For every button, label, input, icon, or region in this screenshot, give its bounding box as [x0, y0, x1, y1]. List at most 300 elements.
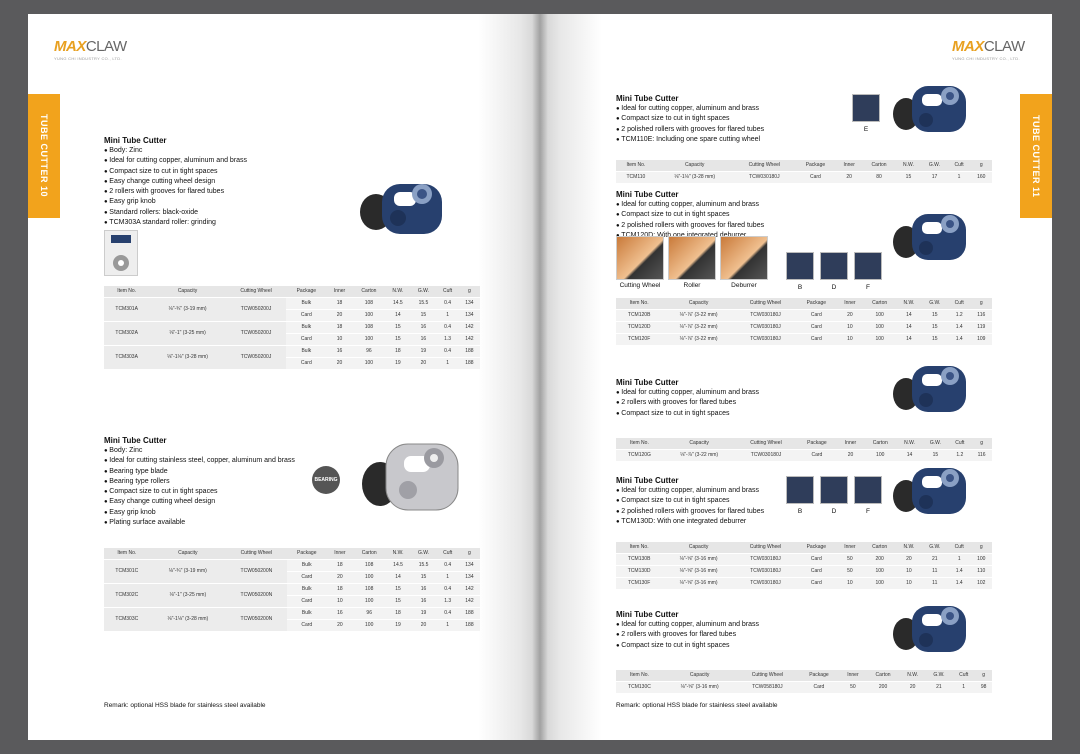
column-header: Inner — [837, 298, 864, 309]
logo-max-text: MAX — [952, 38, 984, 55]
feature-item: ● TCM130D: With one integrated deburrer — [616, 517, 764, 527]
table-cell: 20 — [837, 449, 864, 461]
table-header-row — [616, 160, 992, 171]
table-cell: 1.4 — [948, 565, 971, 577]
table-cell: 14.5 — [385, 297, 410, 309]
column-header: Cutting Wheel — [735, 298, 796, 309]
product-block — [616, 378, 759, 419]
knob-variant-thumb-icon — [854, 476, 882, 504]
section-tab-right: TUBE CUTTER 11 — [1020, 94, 1052, 218]
table-cell: 15 — [922, 321, 948, 333]
product-title: Mini Tube Cutter — [616, 476, 679, 485]
feature-photo-icon — [720, 236, 768, 280]
table-cell: 17 — [921, 171, 947, 183]
column-header: N.W. — [896, 542, 922, 553]
column-header: g — [971, 542, 992, 553]
table-row — [104, 297, 480, 309]
remark-text: Remark: optional HSS blade for stainless steel available — [616, 702, 778, 709]
table-cell: 0.4 — [436, 607, 458, 619]
table-cell: ⅛"-⅞" (3-22 mm) — [662, 321, 735, 333]
column-header: Cuft — [948, 298, 971, 309]
column-header: Cutting Wheel — [735, 542, 796, 553]
tube-cutter-blue-icon — [892, 74, 972, 140]
table-header-row — [616, 438, 992, 449]
brand-logo — [952, 38, 1025, 61]
table-cell: 80 — [863, 171, 896, 183]
table-cell: 1 — [436, 357, 459, 369]
brand-logo — [54, 38, 127, 61]
table-cell: Card — [798, 681, 839, 693]
capacity: ⅛"-¾" (3-19 mm) — [149, 297, 226, 321]
table-cell: 108 — [353, 297, 385, 309]
table-cell: 10 — [896, 577, 922, 589]
table-cell: 15 — [385, 583, 410, 595]
feature-item: ● Compact size to cut in tight spaces — [616, 210, 764, 220]
table-cell: 142 — [459, 583, 480, 595]
table-cell: Card — [796, 577, 837, 589]
feature-item: ● Compact size to cut in tight spaces — [616, 496, 764, 506]
column-header: Capacity — [662, 298, 735, 309]
table-cell: Card — [796, 565, 837, 577]
column-header: Inner — [326, 286, 352, 297]
column-header: Carton — [353, 548, 385, 559]
table-cell: 10 — [327, 595, 353, 607]
spec-table — [616, 298, 992, 345]
table-cell: 200 — [866, 681, 899, 693]
product-block — [616, 190, 764, 241]
column-header: G.W. — [922, 438, 948, 449]
feature-item: ● Ideal for cutting copper, aluminum and brass — [104, 156, 247, 166]
variant-label: F — [866, 284, 870, 291]
feature-item: ● Ideal for cutting copper, aluminum and brass — [616, 388, 759, 398]
knob-variant-thumb-icon — [820, 252, 848, 280]
table-cell: 15 — [896, 171, 922, 183]
table-cell: 20 — [327, 571, 353, 583]
column-header: g — [971, 298, 992, 309]
table-cell: 134 — [459, 309, 480, 321]
table-cell: Card — [286, 357, 326, 369]
feature-item: ● 2 polished rollers with grooves for flared tubes — [616, 125, 764, 135]
table-cell: 1.4 — [948, 333, 971, 345]
table-cell: TCW030180J — [735, 553, 796, 565]
product-block — [616, 94, 764, 145]
table-cell: 16 — [411, 583, 437, 595]
table-cell: TCM120D — [616, 321, 662, 333]
column-header: Inner — [837, 438, 864, 449]
table-cell: 14 — [897, 449, 923, 461]
column-header: Carton — [863, 542, 896, 553]
table-cell: 16 — [411, 595, 437, 607]
table-cell: 134 — [459, 297, 480, 309]
knob-variant-thumb-icon — [786, 252, 814, 280]
table-cell: 1 — [952, 681, 975, 693]
column-header: Inner — [327, 548, 353, 559]
table-cell: 100 — [971, 553, 992, 565]
feature-item: ● Body: Zinc — [104, 146, 247, 156]
item-no: TCM303C — [104, 607, 150, 631]
table-header-row — [616, 542, 992, 553]
table-cell: 100 — [353, 571, 385, 583]
product-block — [104, 436, 295, 528]
product-title: Mini Tube Cutter — [104, 436, 167, 445]
column-header: Cuft — [948, 438, 971, 449]
feature-item: ● Ideal for cutting copper, aluminum and brass — [616, 200, 764, 210]
table-cell: 14 — [385, 571, 410, 583]
column-header: Cuft — [948, 542, 971, 553]
table-cell: TCW030180J — [734, 171, 795, 183]
table-cell: 116 — [971, 309, 992, 321]
column-header: Cutting Wheel — [736, 670, 798, 681]
table-cell: 14 — [385, 309, 410, 321]
product-block — [616, 476, 764, 527]
table-row — [616, 681, 992, 693]
feature-photo-icon — [616, 236, 664, 280]
table-cell: TCM130D — [616, 565, 662, 577]
table-row — [104, 583, 480, 595]
column-header: N.W. — [385, 286, 410, 297]
table-cell: Bulk — [286, 345, 326, 357]
table-row — [616, 577, 992, 589]
table-row — [616, 565, 992, 577]
feature-item: ● Compact size to cut in tight spaces — [104, 487, 295, 497]
table-cell: 160 — [970, 171, 992, 183]
table-cell: 100 — [863, 309, 896, 321]
table-row — [104, 559, 480, 571]
table-cell: 21 — [922, 553, 948, 565]
table-cell: 0.4 — [436, 583, 458, 595]
logo-max-text: MAX — [54, 38, 86, 55]
table-cell: Card — [287, 571, 327, 583]
feature-item: ● Bearing type rollers — [104, 477, 295, 487]
table-cell: ⅛"-⅝" (3-16 mm) — [662, 577, 735, 589]
column-header: g — [970, 160, 992, 171]
table-cell: 1 — [436, 571, 458, 583]
table-cell: 100 — [353, 333, 385, 345]
logo-company-name: YUNG CHI INDUSTRY CO., LTD. — [54, 56, 122, 61]
column-header: Item No. — [104, 286, 149, 297]
table-cell: 14 — [896, 333, 922, 345]
table-cell: 96 — [353, 345, 385, 357]
variant-label: D — [831, 508, 837, 515]
product-title: Mini Tube Cutter — [616, 190, 679, 199]
photo-label: Deburrer — [731, 282, 757, 289]
table-cell: 14.5 — [385, 559, 410, 571]
column-header: Item No. — [616, 298, 662, 309]
table-cell: ⅛"-⅝" (3-16 mm) — [663, 681, 737, 693]
table-row — [616, 553, 992, 565]
column-header: Cutting Wheel — [734, 160, 795, 171]
table-cell: 1.2 — [948, 449, 971, 461]
table-row — [104, 321, 480, 333]
table-cell: 20 — [326, 309, 352, 321]
table-cell: 15 — [411, 309, 437, 321]
feature-item: ● Easy change cutting wheel design — [104, 177, 247, 187]
table-cell: 100 — [353, 357, 385, 369]
table-cell: TCM110 — [616, 171, 656, 183]
column-header: Capacity — [662, 542, 735, 553]
feature-item: ● TCM303A standard roller: grinding — [104, 218, 247, 228]
table-cell: 10 — [896, 565, 922, 577]
table-cell: 188 — [459, 619, 480, 631]
capacity: ⅛"-¾" (3-19 mm) — [150, 559, 226, 583]
table-cell: 14 — [896, 321, 922, 333]
feature-photo-icon — [668, 236, 716, 280]
capacity: ⅛"-1" (3-25 mm) — [149, 321, 226, 345]
product-title: Mini Tube Cutter — [616, 610, 679, 619]
bearing-badge-icon: BEARING — [312, 466, 340, 494]
column-header: G.W. — [411, 286, 437, 297]
column-header: G.W. — [926, 670, 952, 681]
tube-cutter-blue-icon — [358, 166, 454, 244]
column-header: Inner — [837, 542, 864, 553]
table-cell: 109 — [971, 333, 992, 345]
product-block — [104, 136, 247, 228]
table-cell: TCW030180J — [735, 309, 796, 321]
table-cell: ⅛"-1⅛" (3-28 mm) — [656, 171, 734, 183]
feature-item: ● 2 rollers with grooves for flared tubes — [616, 398, 759, 408]
table-cell: 100 — [353, 595, 385, 607]
column-header: Carton — [866, 670, 899, 681]
knob-variant-thumb-icon — [854, 252, 882, 280]
table-cell: TCW030180J — [735, 565, 796, 577]
feature-item: ● Easy grip knob — [104, 197, 247, 207]
table-cell: TCW030180J — [735, 577, 796, 589]
table-cell: Card — [796, 309, 837, 321]
table-cell: 19 — [411, 345, 437, 357]
column-header: Package — [797, 438, 838, 449]
table-cell: 19 — [385, 357, 410, 369]
column-header: Carton — [864, 438, 897, 449]
table-cell: ⅛"-⅝" (3-16 mm) — [662, 565, 735, 577]
product-title: Mini Tube Cutter — [616, 94, 679, 103]
column-header: Package — [287, 548, 327, 559]
table-header-row — [104, 548, 480, 559]
table-cell: 20 — [411, 357, 437, 369]
feature-item: ● Plating surface available — [104, 518, 295, 528]
table-cell: 10 — [837, 321, 864, 333]
column-header: Carton — [863, 298, 896, 309]
table-cell: Bulk — [287, 559, 327, 571]
table-cell: 11 — [922, 577, 948, 589]
table-cell: Bulk — [286, 297, 326, 309]
feature-item: ● Ideal for cutting copper, aluminum and brass — [616, 486, 764, 496]
table-cell: Bulk — [287, 607, 327, 619]
feature-item: ● 2 rollers with grooves for flared tubes — [616, 630, 759, 640]
tube-cutter-chrome-icon — [358, 432, 468, 524]
feature-item: ● With — [616, 231, 764, 241]
feature-item: ● Body: Zinc — [104, 446, 295, 456]
table-cell: Card — [287, 595, 327, 607]
table-cell: 100 — [353, 619, 385, 631]
table-cell: 20 — [837, 309, 864, 321]
table-cell: Card — [796, 321, 837, 333]
table-cell: 16 — [411, 321, 437, 333]
column-header: g — [459, 548, 480, 559]
table-cell: 15 — [411, 571, 437, 583]
cutting-wheel: TCW050200J — [226, 321, 286, 345]
table-cell: 20 — [327, 619, 353, 631]
column-header: Cuft — [436, 548, 458, 559]
column-header: N.W. — [385, 548, 410, 559]
remark-text: Remark: optional HSS blade for stainless steel available — [104, 702, 266, 709]
item-no: TCM301A — [104, 297, 149, 321]
table-cell: 102 — [971, 577, 992, 589]
column-header: Package — [286, 286, 326, 297]
table-cell: 100 — [863, 565, 896, 577]
table-cell: 1 — [436, 309, 459, 321]
column-header: Package — [796, 298, 837, 309]
cutting-wheel-thumb-icon — [104, 230, 138, 276]
column-header: Cuft — [436, 286, 459, 297]
column-header: Inner — [836, 160, 863, 171]
column-header: G.W. — [922, 542, 948, 553]
column-header: Carton — [353, 286, 385, 297]
table-cell: 18 — [327, 583, 353, 595]
variant-label: F — [866, 508, 870, 515]
table-row — [616, 333, 992, 345]
table-cell: 100 — [863, 577, 896, 589]
catalog-page-right — [540, 14, 1052, 740]
logo-company-name: YUNG CHI INDUSTRY CO., LTD. — [952, 56, 1020, 61]
column-header: Capacity — [150, 548, 226, 559]
column-header: N.W. — [896, 160, 922, 171]
variant-label: E — [863, 126, 869, 133]
column-header: Carton — [863, 160, 896, 171]
feature-item: ● Bearing type blade — [104, 467, 295, 477]
table-cell: 10 — [326, 333, 352, 345]
table-cell: TCM130C — [616, 681, 663, 693]
table-cell: 15.5 — [411, 297, 437, 309]
cutting-wheel: TCW050200N — [226, 583, 287, 607]
capacity: ⅛"-1" (3-25 mm) — [150, 583, 226, 607]
column-header: N.W. — [897, 438, 923, 449]
table-cell: TCW030180J — [735, 321, 796, 333]
section-tab-left: TUBE CUTTER 10 — [28, 94, 60, 218]
column-header: G.W. — [921, 160, 947, 171]
column-header: Capacity — [149, 286, 226, 297]
item-no: TCM301C — [104, 559, 150, 583]
table-cell: TCW030180J — [735, 333, 796, 345]
spec-table — [104, 286, 480, 369]
table-cell: 1.4 — [948, 321, 971, 333]
table-row — [616, 171, 992, 183]
feature-item: ● 2 polished rollers with grooves for flared tubes — [616, 507, 764, 517]
table-cell: 18 — [326, 321, 352, 333]
table-cell: TCW058180J — [736, 681, 798, 693]
table-cell: 108 — [353, 583, 385, 595]
column-header: Item No. — [104, 548, 150, 559]
table-cell: 19 — [385, 619, 410, 631]
table-cell: 20 — [411, 619, 437, 631]
table-cell: 16 — [411, 333, 437, 345]
table-cell: 15 — [922, 449, 948, 461]
table-cell: 108 — [353, 559, 385, 571]
table-cell: 15 — [922, 309, 948, 321]
logo-claw-text: CLAW — [85, 38, 127, 55]
table-cell: 1 — [436, 619, 458, 631]
table-header-row — [616, 670, 992, 681]
column-header: Cutting Wheel — [735, 438, 796, 449]
table-cell: 1.3 — [436, 595, 458, 607]
catalog-page-left — [28, 14, 540, 740]
cutting-wheel: TCW050200N — [226, 559, 287, 583]
table-cell: 15 — [385, 333, 410, 345]
table-cell: 0.4 — [436, 345, 459, 357]
table-cell: TCW030180J — [735, 449, 796, 461]
photo-label: Roller — [683, 282, 701, 289]
column-header: g — [975, 670, 992, 681]
cutting-wheel: TCW050200J — [226, 297, 286, 321]
table-row — [616, 309, 992, 321]
column-header: Cuft — [952, 670, 975, 681]
table-cell: 20 — [836, 171, 863, 183]
table-cell: 0.4 — [436, 297, 459, 309]
cutting-wheel: TCW050200J — [226, 345, 286, 369]
column-header: Item No. — [616, 438, 663, 449]
column-header: Item No. — [616, 542, 662, 553]
feature-item: ● Ideal for cutting stainless steel, copper, aluminum and brass — [104, 456, 295, 466]
feature-item: ● 2 rollers with grooves for flared tubes — [104, 187, 247, 197]
product-block — [616, 610, 759, 651]
table-cell: 15.5 — [411, 559, 437, 571]
table-cell: 18 — [385, 345, 410, 357]
column-header: G.W. — [411, 548, 437, 559]
column-header: Inner — [839, 670, 866, 681]
logo-claw-text: CLAW — [983, 38, 1025, 55]
table-cell: 1.3 — [436, 333, 459, 345]
table-cell: 142 — [459, 333, 480, 345]
tube-cutter-blue-icon — [892, 456, 972, 522]
table-cell: Card — [797, 449, 838, 461]
table-cell: ⅛"-⅞" (3-22 mm) — [663, 449, 736, 461]
table-cell: 16 — [326, 345, 352, 357]
spec-table — [616, 670, 992, 693]
tube-cutter-blue-icon — [892, 594, 972, 660]
tube-cutter-blue-icon — [892, 202, 972, 268]
table-cell: 98 — [975, 681, 992, 693]
table-cell: ⅛"-⅞" (3-22 mm) — [662, 309, 735, 321]
table-cell: Card — [795, 171, 836, 183]
table-cell: 142 — [459, 321, 480, 333]
table-cell: 19 — [411, 607, 437, 619]
column-header: Capacity — [663, 670, 737, 681]
table-cell: 50 — [837, 553, 864, 565]
table-cell: 96 — [353, 607, 385, 619]
table-cell: 18 — [385, 607, 410, 619]
column-header: Package — [796, 542, 837, 553]
column-header: Cuft — [948, 160, 971, 171]
tube-cutter-blue-icon — [892, 354, 972, 420]
table-cell: TCM130F — [616, 577, 662, 589]
table-cell: TCM120G — [616, 449, 663, 461]
column-header: g — [459, 286, 480, 297]
table-cell: 21 — [926, 681, 952, 693]
table-cell: 0.4 — [436, 321, 459, 333]
feature-item: ● Compact size to cut in tight spaces — [616, 409, 759, 419]
table-cell: 1.4 — [948, 577, 971, 589]
table-cell: 142 — [459, 595, 480, 607]
product-title: Mini Tube Cutter — [616, 378, 679, 387]
table-cell: 15 — [385, 321, 410, 333]
table-cell: 16 — [327, 607, 353, 619]
table-cell: 110 — [971, 565, 992, 577]
table-cell: Card — [286, 333, 326, 345]
table-cell: 15 — [922, 333, 948, 345]
table-cell: Bulk — [287, 583, 327, 595]
table-cell: 20 — [326, 357, 352, 369]
variant-label: B — [797, 508, 803, 515]
item-no: TCM302A — [104, 321, 149, 345]
